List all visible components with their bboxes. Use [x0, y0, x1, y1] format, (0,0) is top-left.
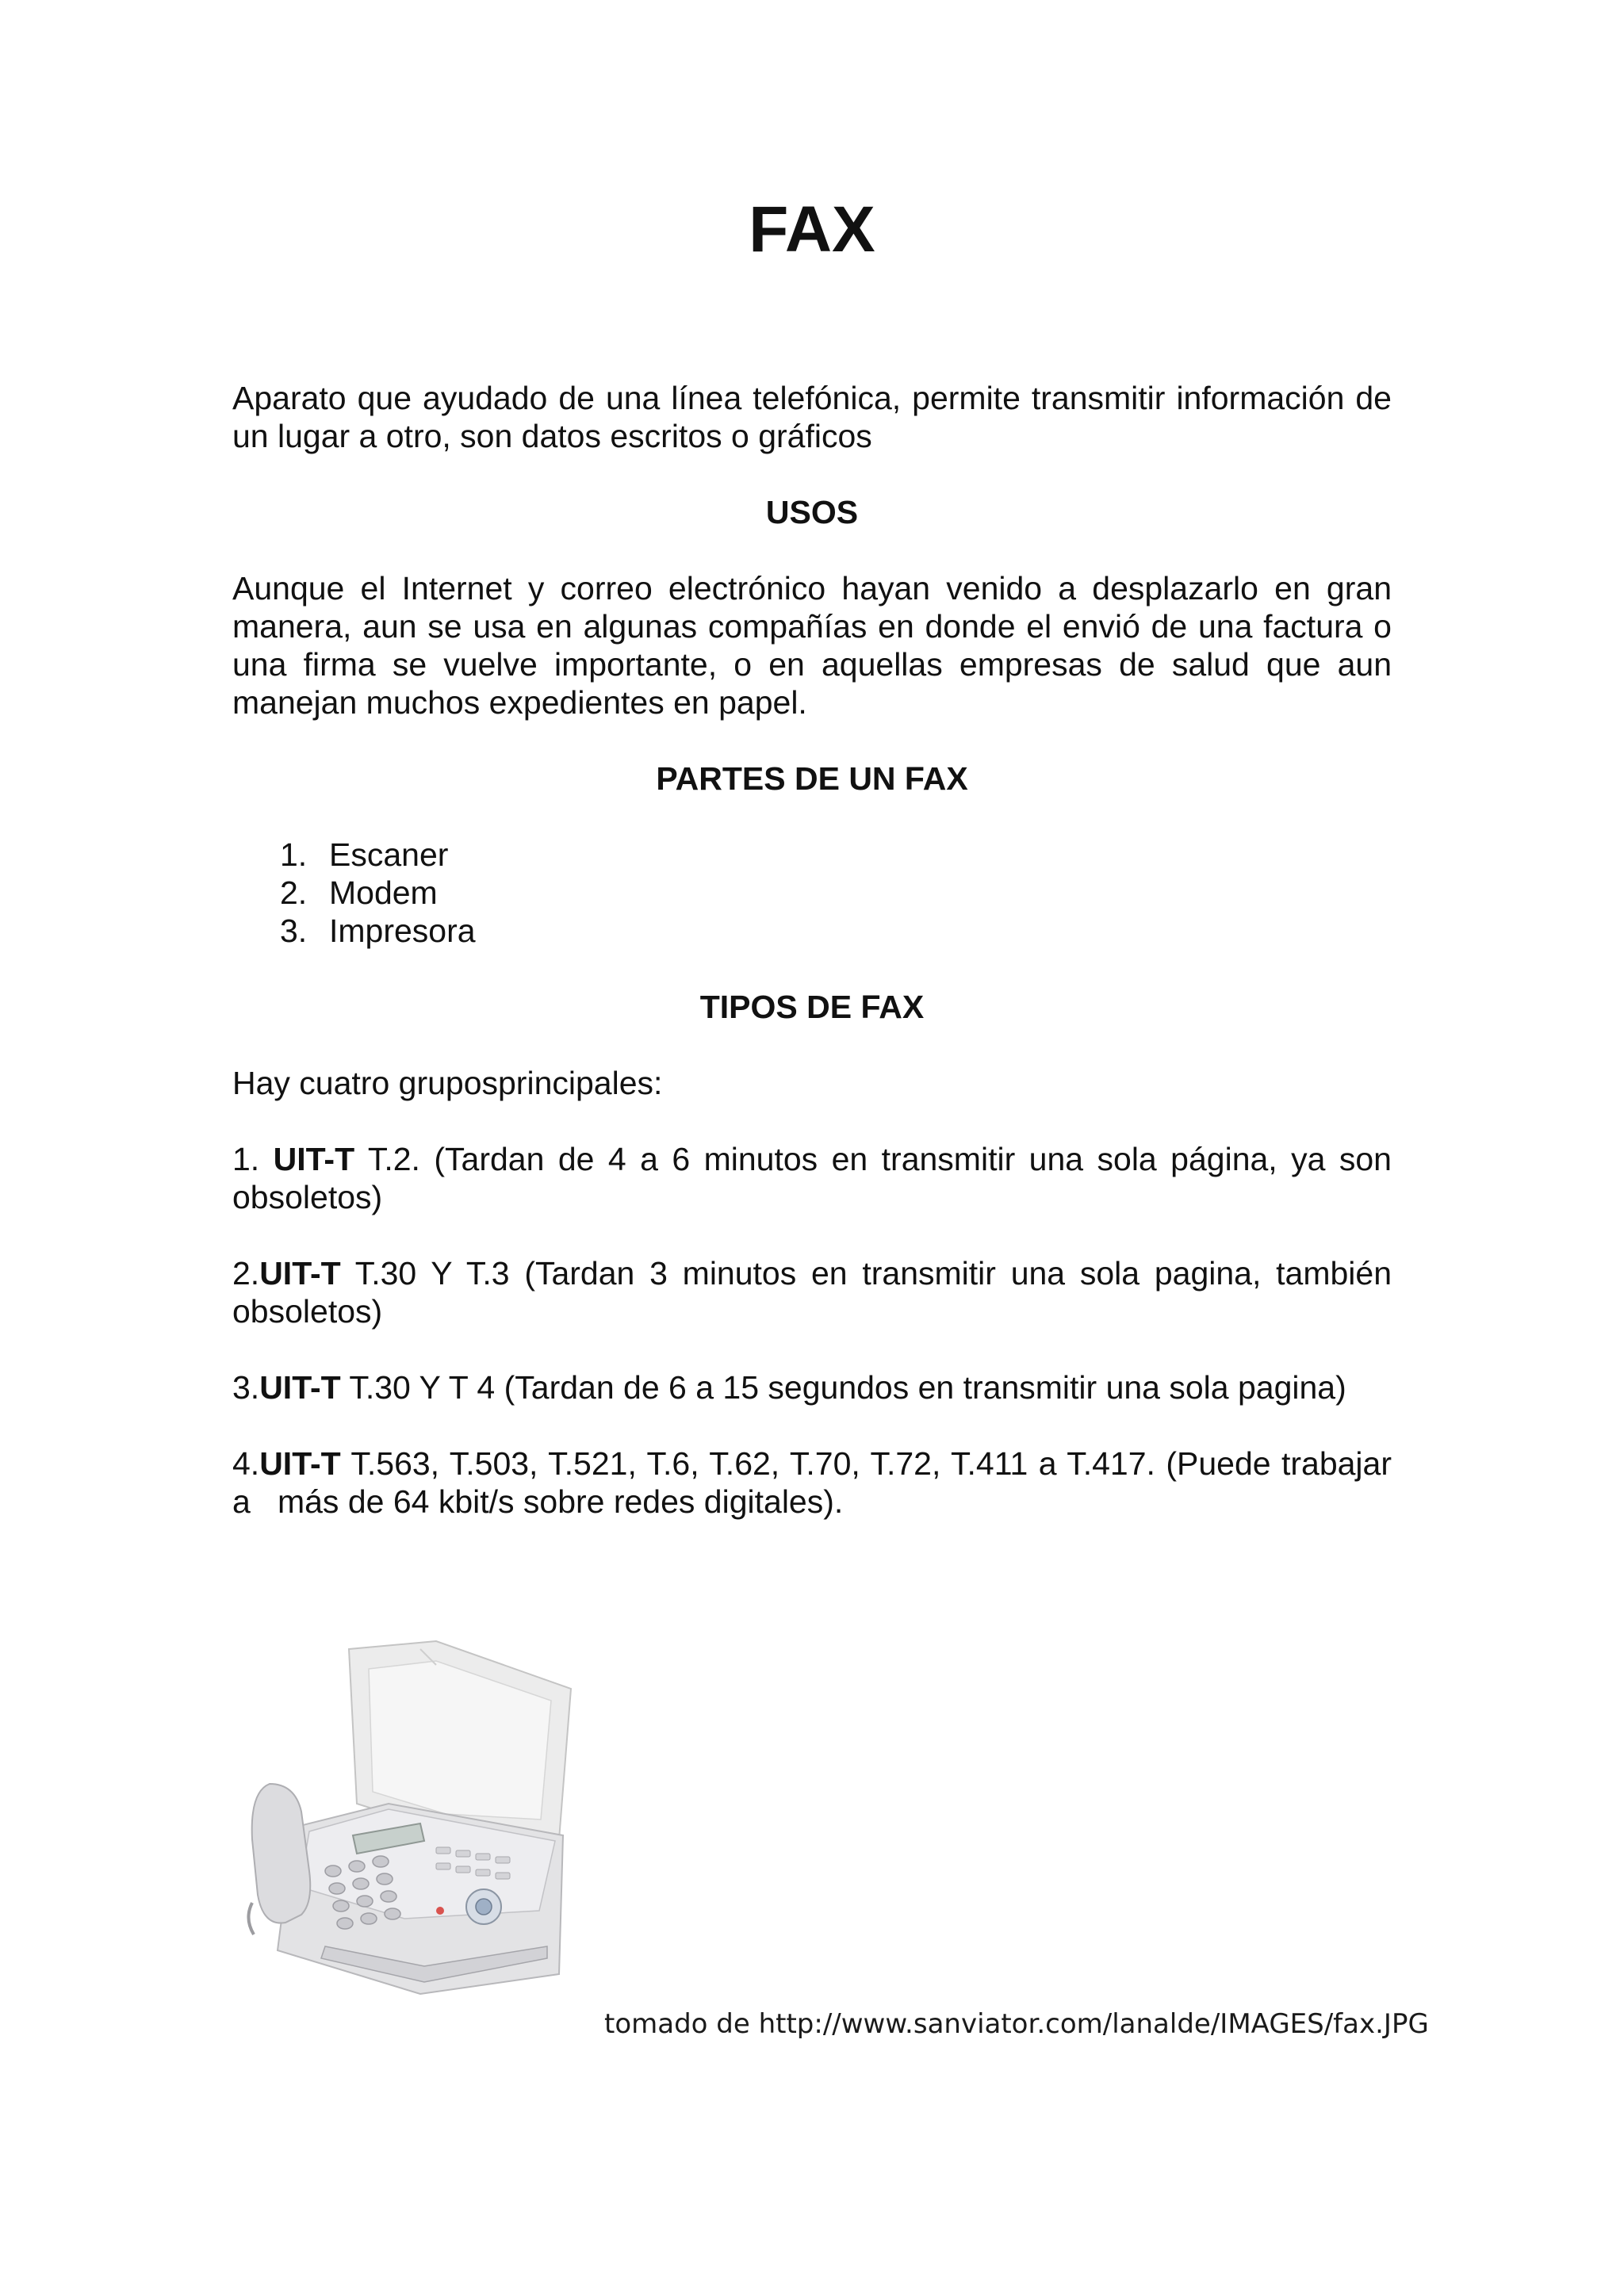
tipo-item-4: 4.UIT-T T.563, T.503, T.521, T.6, T.62, T.70, T.72, T.411 a T.417. (Puede trabajar a más de 64 kbit/s sobre redes digitales).: [232, 1445, 1401, 1520]
intro-paragraph: Aparato que ayudado de una línea telefónica, permite transmitir información de un lugar a otro, son datos escritos o gráficos: [232, 380, 1392, 454]
list-item: 2. Modem: [280, 874, 438, 911]
tipo-item-3: 3.UIT-T T.30 Y T 4 (Tardan de 6 a 15 segundos en transmitir una sola pagina): [232, 1369, 1346, 1406]
image-caption: tomado de http://www.sanviator.com/lanalde/IMAGES/fax.JPG: [604, 2008, 1429, 2040]
usos-paragraph: Aunque el Internet y correo electrónico hayan venido a desplazarlo en gran manera, aun se usa en algunas compañías en donde el envió de una factura o una firma se vuelve importante, o en aquellas empresas de salud que aun manejan muchos expedientes en papel.: [232, 570, 1392, 721]
document-body: [232, 379, 1401, 1521]
fax-machine-image: [238, 1633, 587, 1998]
list-item: 1. Escaner: [280, 836, 449, 873]
list-item: 3. Impresora: [280, 913, 476, 949]
partes-list: [232, 836, 1392, 950]
partes-heading: PARTES DE UN FAX: [656, 760, 968, 797]
usos-heading: USOS: [765, 494, 859, 530]
tipo-item-2: 2.UIT-T T.30 Y T.3 (Tardan 3 minutos en transmitir una sola pagina, también obsoletos): [232, 1255, 1392, 1330]
page-title: FAX: [749, 193, 875, 266]
tipos-heading: TIPOS DE FAX: [699, 989, 925, 1025]
tipos-intro: Hay cuatro gruposprincipales:: [232, 1065, 663, 1101]
tipo-item-1: 1. UIT-T T.2. (Tardan de 4 a 6 minutos en transmitir una sola página, ya son obsoletos): [232, 1141, 1392, 1215]
